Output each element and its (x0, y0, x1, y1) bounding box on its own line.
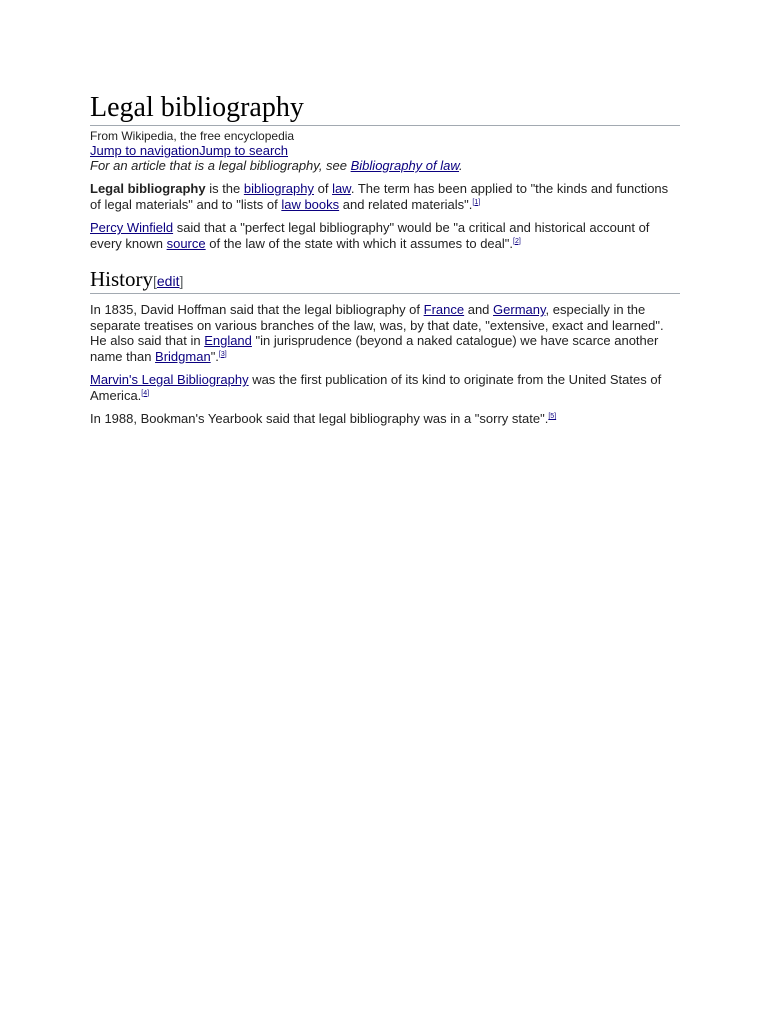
hoffman-paragraph (90, 302, 680, 364)
bibliography-link[interactable]: bibliography (243, 181, 314, 196)
jump-links (90, 143, 680, 158)
source-link[interactable]: source (166, 235, 206, 251)
reference-5-link[interactable]: [5] (548, 413, 557, 420)
edit-history-link[interactable]: edit (156, 273, 180, 289)
law-link[interactable]: law (332, 181, 351, 196)
percy-winfield-link[interactable]: Percy Winfield (90, 220, 174, 235)
reference-3-link[interactable]: [3] (218, 350, 227, 358)
reference-2-link[interactable]: [2] (513, 237, 521, 245)
hoffman-text-2: and (464, 302, 494, 317)
winfield-text-2: of the law of the state with which it assumes to deal". (205, 235, 514, 251)
reference-1-link[interactable]: [1] (472, 198, 481, 206)
marvins-legal-bibliography-link[interactable]: Marvin's Legal Bibliography (90, 372, 249, 387)
france-link[interactable]: France (423, 302, 465, 317)
marvin-text-1: was the first publication of its kind to originate from the United States of America. (90, 372, 662, 403)
hoffman-text-3: , especially in the separate treatises on various branches of the law, was, by that date, "extensive, exact and learned". He also said that in (90, 302, 664, 348)
marvin-paragraph (90, 372, 680, 403)
england-link[interactable]: England (204, 333, 252, 348)
intro-text-2: of (313, 181, 333, 196)
intro-text-3: . The term has been applied to "the kinds and functions of legal materials" and to "lists of (90, 181, 669, 212)
article-content (90, 92, 680, 427)
intro-text-1: is the (205, 181, 244, 196)
intro-text-4: and related materials". (339, 196, 473, 212)
law-books-link[interactable]: law books (281, 196, 340, 212)
hatnote-prefix: For an article that is a legal bibliography, see (90, 158, 351, 173)
intro-paragraph (90, 181, 680, 212)
jump-to-navigation-link[interactable]: Jump to navigation (90, 143, 200, 158)
jump-to-search-link[interactable]: Jump to search (199, 143, 288, 158)
hoffman-text-5: ". (210, 348, 219, 364)
history-heading-text: History (90, 267, 153, 291)
bridgman-link[interactable]: Bridgman (155, 348, 211, 364)
edit-bracket-close: ] (179, 273, 184, 289)
hatnote-suffix: . (459, 158, 463, 173)
intro-bold-term: Legal bibliography (90, 181, 206, 196)
site-tagline: From Wikipedia, the free encyclopedia (90, 129, 295, 143)
bookman-text-1: In 1988, Bookman's Yearbook said that legal bibliography was in a "sorry state". (90, 411, 549, 426)
history-heading (90, 267, 680, 294)
edit-section (153, 273, 183, 289)
edit-bracket-open: [ (153, 273, 157, 289)
winfield-text-1: said that a "perfect legal bibliography" would be "a critical and historical account of every known (90, 220, 650, 251)
hoffman-text-4: "in jurisprudence (beyond a naked catalogue) we have scarce another name than (90, 333, 659, 364)
reference-4-link[interactable]: [4] (141, 389, 150, 397)
bibliography-of-law-link[interactable]: Bibliography of law (350, 158, 460, 173)
hoffman-text-1: In 1835, David Hoffman said that the legal bibliography of (90, 302, 424, 317)
hatnote (90, 158, 680, 173)
winfield-paragraph (90, 220, 680, 251)
germany-link[interactable]: Germany (493, 302, 546, 317)
page-title: Legal bibliography (90, 92, 680, 126)
bookman-paragraph (90, 411, 680, 427)
